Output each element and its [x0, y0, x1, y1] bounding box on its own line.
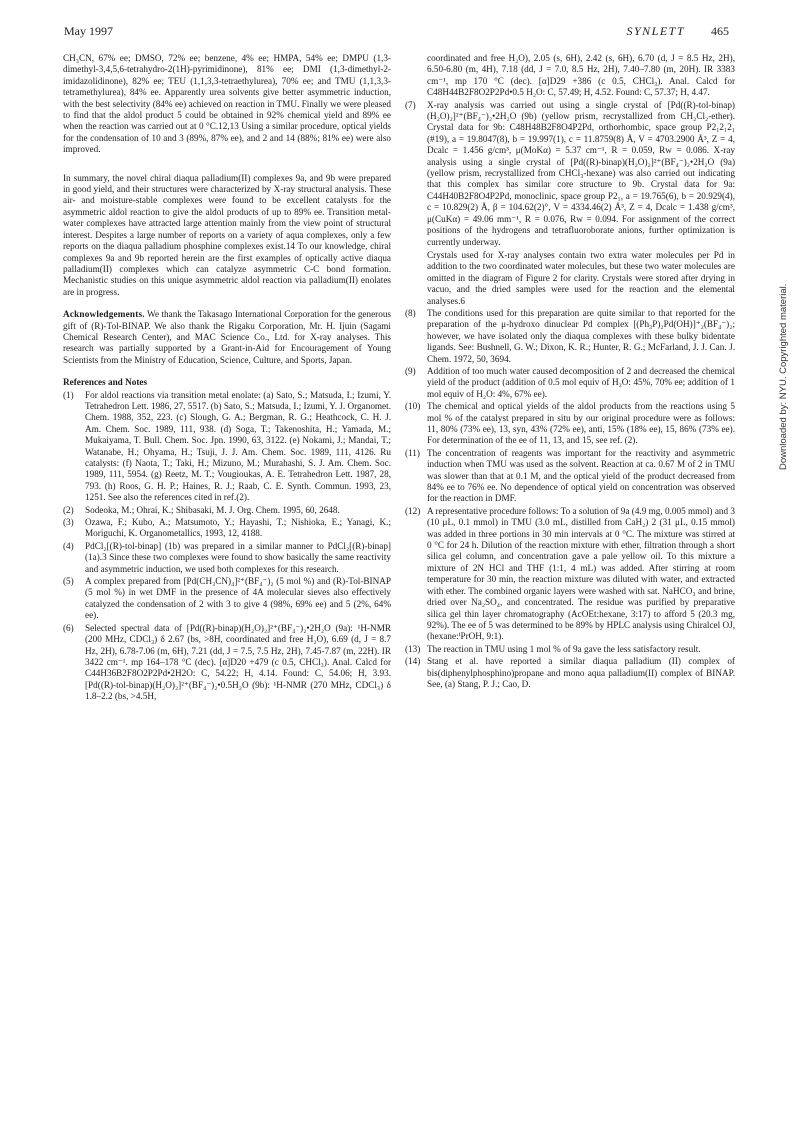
reference-item [63, 541, 391, 575]
reference-continuation [405, 53, 735, 99]
reference-item [63, 390, 391, 504]
reference-paragraph: X-ray analysis was carried out using a single crystal of [Pd((R)-tol-binap)(H₂O)₂]²⁺(BF₄⁻)₂•2H₂O (9b) (yellow prism, recrystallized from CH₂Cl₂-ether). Crystal data for 9b: C48H48B2F8O4P2Pd, orthorhombic, space group P2₁2₁2₁ (#19), a = 19.8047(8), b = 19.997(1), c = 11.8759(8) Å, V = 4703.2900 Å³, Z = 4, Dcalc = 1.456 g/cm³, μ(MoKα) = 5.37 cm⁻¹, R = 0.059, Rw = 0.086. X-ray analysis using a single crystal of [Pd((R)-binap)(H₂O)₂]²⁺(BF₄⁻)₂•2H₂O (9a) (yellow prism, recrystallized from CHCl₃-hexane) was also carried out indicating that this complex has similar core structure to 9b. Crystal data for 9a: C44H40B2F8O4P2Pd, monoclinic, space group P2₁, a = 19.765(6), b = 20.929(4), c = 10.829(2) Å, β = 104.62(2)°, V = 4334.46(2) Å³, Z = 4, Dcalc = 1.438 g/cm³, μ(CuKα) = 49.06 mm⁻¹, R = 0.076, Rw = 0.094. For assignment of the correct positions of the hydrogens and tetrafluoroborate anions, further optimization is currently underway. [427, 99, 735, 247]
reference-text: The concentration of reagents was important for the reactivity and asymmetric induction when TMU was used as the solvent. Reaction at ca. 0.67 M of 2 in TMU was slower than that at 0.1 M, and the optical yield of the product decreased from 84% ee to 76% ee. No dependence of optical yield on concentration was observed for the reaction in DMF. [427, 447, 735, 504]
reference-number: (4) [63, 540, 74, 551]
reference-item [405, 100, 735, 307]
reference-text: coordinated and free H₂O), 2.05 (s, 6H), 2.42 (s, 6H), 6.70 (d, J = 8.5 Hz, 2H), 6.50-6.80 (m, 4H), 7.18 (dd, J = 7.0, 8.5 Hz, 2H), 7.40–7.80 (m, 20H). IR 3383 cm⁻¹, mp 170 °C (dec). [α]D29 +386 (c 0.5, CHCl₃). Anal. Calcd for C48H44B2F8O2P2Pd•0.5 H₂O: C, 57.49; H, 4.52. Found: C, 57.37; H, 4.47. [427, 53, 735, 98]
reference-item [405, 401, 735, 447]
page-number: 465 [711, 24, 729, 38]
reference-text: Addition of too much water caused decomposition of 2 and decreased the chemical yield of the product (addition of 0.5 mol equiv of H₂O: 45%, 70% ee; addition of 1 mol equiv of H₂O: 4%, 67% ee). [427, 365, 735, 399]
reference-text: The chemical and optical yields of the aldol products from the reactions using 5 mol % of the catalyst prepared in situ by our original procedure were as follows: 11, 80% (73% ee), 13, syn, 43% (72% ee), anti, 15% (18% ee), 15, 86% (73% ee). For determination of the ee of 11, 13, and 15, see ref. (2). [427, 401, 735, 446]
references-heading: References and Notes [63, 377, 148, 388]
reference-number: (13) [405, 643, 421, 654]
running-head [64, 24, 729, 42]
reference-number: (14) [405, 656, 421, 667]
reference-number: (9) [405, 365, 416, 376]
reference-text: Ozawa, F.; Kubo, A.; Matsumoto, Y.; Hayashi, T.; Nishioka, E.; Yanagi, K.; Moriguchi, K. Organometallics, 1993, 12, 4188. [85, 517, 391, 539]
summary-paragraph: In summary, the novel chiral diaqua palladium(II) complexes 9a, and 9b were prepared in good yield, and their structures were characterized by X-ray structural analysis. These air- and moisture-stable complexes were found to be excellent catalysts for the asymmetric aldol reaction to give the aldol products of up to 89% ee. Transition metal-water complexes have attracted large attention mainly from the view point of structural interest. Despites a large number of reports on a variety of aqua complexes, only a few reports on the diaqua palladium phosphine complexes exist.14 To our knowledge, chiral complexes 9a and 9b reported herein are the first examples of optically active diaqua palladium(II) complexes which can catalyze asymmetric C-C bond formation. Mechanistic studies on this unique asymmetric aldol reaction via palladium(II) enolates are in progress. [63, 172, 391, 297]
reference-text: Selected spectral data of [Pd((R)-binap)(H₂O)₂]²⁺(BF₄⁻)₂•2H₂O (9a): ¹H-NMR (200 MHz, CDCl₃) δ 2.67 (bs, >8H, coordinated and free H₂O), 6.69 (d, J = 8.7 Hz, 2H), 6.78-7.06 (m, 6H), 7.21 (dd, J = 7.5, 7.5 Hz, 2H), 7.45-7.87 (m, 22H). IR 3422 cm⁻¹. mp 164–178 °C (dec). [α]D20 +479 (c 0.5, CHCl₃). Anal. Calcd for C44H36B2F8O2P2Pd•2H2O: C, 54.22; H, 4.14. Found: C, 54.06; H, 3.93. [Pd((R)-tol-binap)(H₂O)₂]²⁺(BF₄⁻)₂•0.5H₂O (9b): ¹H-NMR (270 MHz, CDCl₃) δ 1.8–2.2 (bs, >4.5H, [85, 622, 391, 702]
reference-number: (8) [405, 307, 416, 318]
reference-text: The conditions used for this preparation are quite similar to that reported for the preparation of the μ-hydroxo dinuclear Pd complex [(Ph₃P)₂Pd(OH)]⁺₂(BF₄⁻)₂; however, we have isolated only the diaqua complexes with these bulky bidentate ligands. See: Bushnell, G. W.; Dixon, K. R.; Hunter, R. G.; McFarland, J. J. Can. J. Chem. 1972, 50, 3694. [427, 307, 735, 364]
reference-number: (1) [63, 389, 74, 400]
results-paragraph: CH₃CN, 67% ee; DMSO, 72% ee; benzene, 4% ee; HMPA, 54% ee; DMPU (1,3-dimethyl-3,4,5,6-tetrahydro-2(1H)-pyrimidinone), 81% ee; DMI (1,3-dimethyl-2-imidazolidinone), 82% ee; TEU (1,1,3,3-tetraethylurea), 70% ee; and TMU (1,1,3,3-tetramethylurea), 84% ee. Apparently urea solvents give better asymmetric induction, with the best selectivity (84% ee) achieved on reaction in TMU. Finally we were pleased to find that the aldol product 5 could be obtained in 92% chemical yield and 89% ee when the reaction was carried out at 0 °C.12,13 Using a similar procedure, optical yields for the condensation of 10 and 3 (89%, 87% ee), and 2 and 14 (88%; 81% ee) were also improved. [63, 53, 391, 155]
reference-item [63, 505, 391, 516]
reference-text: PdCl₂[(R)-tol-binap] (1b) was prepared in a similar manner to PdCl₂[(R)-binap] (1a).3 Since these two complexes were found to show basically the same reactivity and asymmetric induction, we used both complexes for this research. [85, 540, 391, 574]
reference-number: (2) [63, 504, 74, 515]
issue-date: May 1997 [64, 24, 113, 38]
reference-item [405, 448, 735, 505]
left-column [63, 53, 391, 704]
reference-item [63, 623, 391, 703]
reference-item [405, 366, 735, 400]
right-column [405, 53, 735, 691]
acknowledgements-heading: Acknowledgements. [63, 309, 145, 320]
reference-item [63, 576, 391, 622]
reference-number: (7) [405, 99, 416, 110]
reference-item [405, 644, 735, 655]
reference-text: Sodeoka, M.; Ohrai, K.; Shibasaki, M. J. Org. Chem. 1995, 60, 2648. [85, 504, 340, 515]
download-watermark: Downloaded by: NYU. Copyrighted material. [778, 283, 789, 470]
reference-number: (11) [405, 447, 420, 458]
acknowledgements [63, 309, 391, 366]
reference-text: Stang et al. have reported a similar diaqua palladium (II) complex of bis(diphenylphosphino)propane and mono aqua palladium(II) complex of BINAP. See, (a) Stang, P. J.; Cao, D. [427, 656, 735, 689]
reference-item [405, 656, 735, 690]
reference-number: (5) [63, 576, 74, 587]
journal-name: SYNLETT [626, 24, 685, 38]
reference-number: (12) [405, 505, 421, 516]
reference-paragraph: Crystals used for X-ray analyses contain two extra water molecules per Pd in addition to the two coordinated water molecules, but these two water molecules are omitted in the diagram of Figure 2 for clarity. Crystals were stored after drying in vacuo, and the dried samples were used for the reaction and the elemental analyses.6 [427, 249, 735, 306]
reference-item [405, 506, 735, 643]
reference-text: A complex prepared from [Pd(CH₃CN)₄]²⁺(BF₄⁻)₂ (5 mol %) and (R)-Tol-BINAP (5 mol %) in wet DMF in the presence of 4A molecular sieves also effectively catalyzed the condensation of 2 with 3 to give 4 (98%, 69% ee) and 5 (2%, 64% ee). [85, 576, 391, 621]
acknowledgements-text: We thank the Takasago International Corporation for the generous gift of (R)-Tol-BINAP. We also thank the Rigaku Corporation, Mr. H. Ijuin (Sagami Chemical Research Center), and MAC Science Co., Ltd. for X-ray analyses. This research was partially supported by a Grant-in-Aid for Encouragement of Young Scientists from the Ministry of Education, Science, Culture, and Sports, Japan. [63, 309, 391, 365]
reference-text: The reaction in TMU using 1 mol % of 9a gave the less satisfactory result. [427, 643, 701, 654]
reference-text: A representative procedure follows: To a solution of 9a (4.9 mg, 0.005 mmol) and 3 (10 μL, 0.1 mmol) in TMU (3.0 mL, distilled from CaH₂) 2 (31 μL, 0.15 mmol) was added in three portions in 30 min intervals at 0 °C. The mixture was stirred at 0 °C for 24 h. Dilution of the reaction mixture with ether, filtration through a short silica gel column, and concentration gave a pale yellow oil. To this mixture a mixture of 2N HCl and THF (1:1, 4 mL) was added. After stirring at room temperature for 30 min, the reaction mixture was diluted with water, and extracted with ether. The combined organic layers were washed with sat. NaHCO₃ and brine, dried over Na₂SO₄, and concentrated. The residue was purified by preparative silica gel thin layer chromatography (AcOEt:hexane, 3:17) to afford 5 (20.3 mg, 92%). The ee of 5 was determined to be 89% by HPLC analysis using Chiralcel OJ, (hexane:ⁱPrOH, 9:1). [427, 505, 735, 642]
reference-number: (10) [405, 401, 421, 412]
reference-item [63, 517, 391, 540]
reference-text: For aldol reactions via transition metal enolate: (a) Sato, S.; Matsuda, I.; Izumi, Y. Tetrahedron Lett. 1986, 27, 5517. (b) Sato, S.; Matsuda, I.; Izumi, Y. J. Organomet. Chem. 1988, 352, 223. (c) Slough, G. A.; Bergman, R. G.; Heathcock, C. H. J. Am. Chem. Soc. 1989, 111, 938. (d) Soga, T.; Takenoshita, H.; Yamada, M.; Mukaiyama, T. Bull. Chem. Soc. Jpn. 1990, 63, 3122. (e) Nokami, J.; Mandai, T.; Watanabe, H.; Ohyama, H.; Tsuji, J. J. Am. Chem. Soc. 1989, 111, 4126. Ru catalysts: (f) Naota, T.; Taki, H.; Mizuno, M.; Murahashi, S. J. Am. Chem. Soc. 1989, 111, 5954. (g) Reetz, M. T.; Vougioukas, A. E. Tetrahedron Lett. 1987, 28, 793. (h) Roos, G. H. P.; Haines, R. J.; Raab, C. E. Synth. Commun. 1993, 23, 1251. See also the references cited in ref.(2). [85, 389, 391, 503]
reference-number: (6) [63, 622, 74, 633]
reference-item [405, 308, 735, 365]
reference-number: (3) [63, 517, 74, 528]
